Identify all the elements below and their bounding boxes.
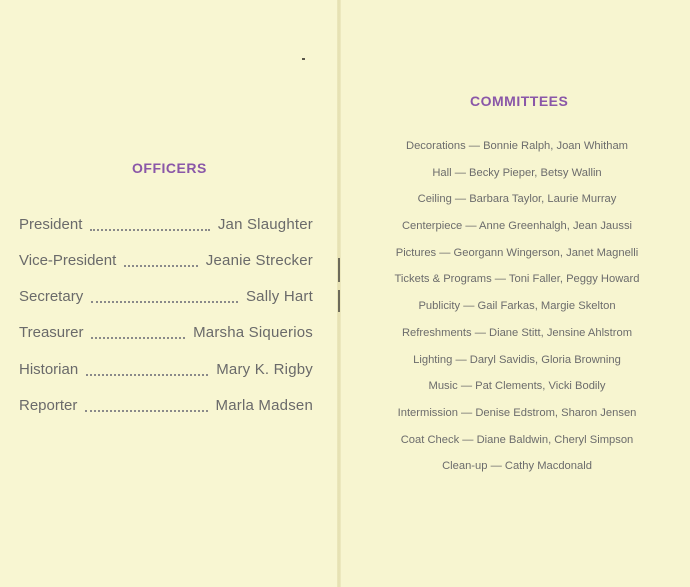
- dot-leader: [90, 229, 209, 231]
- dot-leader: [124, 265, 198, 267]
- officer-row-president: [19, 216, 313, 236]
- staple-top: [338, 258, 340, 282]
- officer-name: Sally Hart: [245, 288, 313, 305]
- committee-decorations: Decorations — Bonnie Ralph, Joan Whitham: [406, 140, 628, 152]
- committee-lighting: Lighting — Daryl Savidis, Gloria Browning: [413, 353, 621, 366]
- officer-name: Marsha Siquerios: [193, 324, 313, 341]
- committee-centerpiece: Centerpiece — Anne Greenhalgh, Jean Jaussi: [401, 220, 633, 233]
- committee-hall: Hall — Becky Pieper, Betsy Wallin: [432, 166, 602, 179]
- committee-publicity: Publicity — Gail Farkas, Margie Skelton: [418, 300, 616, 313]
- committee-clean-up: Clean-up — Cathy Macdonald: [442, 460, 592, 473]
- officer-row-historian: [19, 361, 313, 381]
- committees-heading: COMMITTEES: [470, 93, 569, 109]
- officer-name: Jan Slaughter: [217, 216, 313, 233]
- committees-list: [364, 137, 670, 484]
- officer-row-reporter: [19, 397, 313, 417]
- paper-speck: [302, 58, 305, 60]
- officer-name: Mary K. Rigby: [216, 361, 313, 378]
- committee-intermission: Intermission — Denise Edstrom, Sharon Jensen: [397, 406, 637, 419]
- officer-row-vice-president: [19, 252, 313, 272]
- officer-role: Treasurer: [19, 324, 84, 341]
- committee-refreshments: Refreshments — Diane Stitt, Jensine Ahlstrom: [401, 326, 633, 339]
- dot-leader: [91, 337, 185, 339]
- committee-pictures: Pictures — Georgann Wingerson, Janet Magnelli: [395, 246, 639, 259]
- committee-ceiling: Ceiling — Barbara Taylor, Laurie Murray: [417, 193, 617, 206]
- officer-name: Marla Madsen: [215, 397, 313, 414]
- committee-coat-check: Coat Check — Diane Baldwin, Cheryl Simpson: [400, 433, 634, 446]
- officer-role: Historian: [19, 361, 79, 378]
- officers-heading: OFFICERS: [132, 160, 207, 176]
- dot-leader: [91, 301, 238, 303]
- officer-row-treasurer: [19, 324, 313, 344]
- officer-name: Jeanie Strecker: [205, 252, 313, 269]
- staple-bottom: [338, 290, 340, 312]
- dot-leader: [85, 410, 207, 412]
- officer-role: Reporter: [19, 397, 78, 414]
- committee-tickets-programs: Tickets & Programs — Toni Faller, Peggy Howard: [394, 273, 640, 286]
- dot-leader: [86, 374, 208, 376]
- officer-role: Vice-President: [19, 252, 117, 269]
- officer-row-secretary: [19, 288, 313, 308]
- officer-role: President: [19, 216, 83, 233]
- officer-role: Secretary: [19, 288, 84, 305]
- committee-music: Music — Pat Clements, Vicki Bodily: [428, 380, 606, 393]
